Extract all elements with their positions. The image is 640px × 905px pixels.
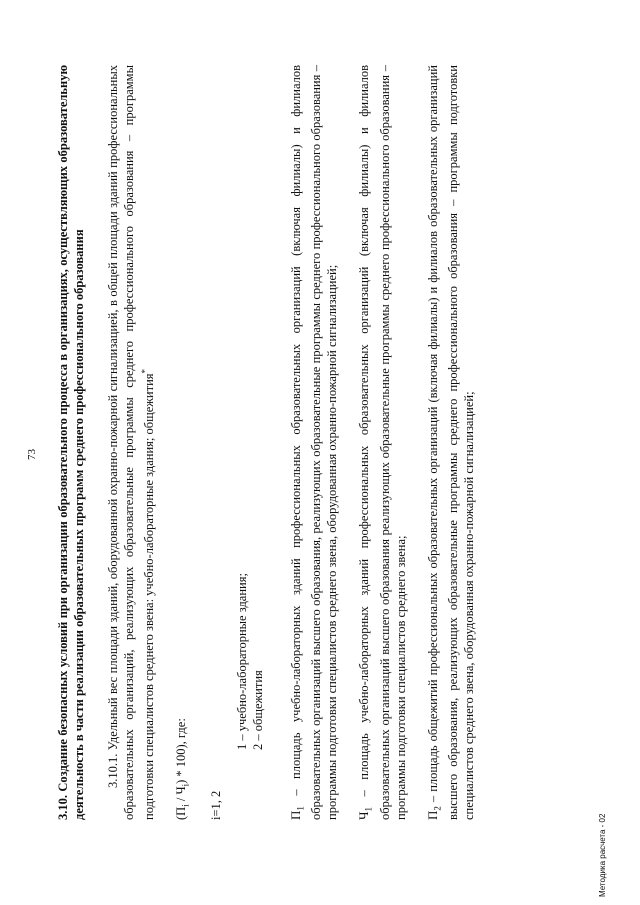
definition-text: – площадь учебно-лабораторных зданий профессиональных образовательных организаций (включая филиалы) и филиалов образовательных организаций высшего образования, реализующих образовательные программы среднего профессионального образования – программы подготовки специалистов среднего звена, оборудованная охранно-пожарной сигнализацией; <box>288 65 340 820</box>
paragraph-text: 3.10.1. Удельный вес площади зданий, оборудованной охранно-пожарной сигнализацией, в общей площади зданий профессиональных образовательных организаций, реализующих образовательные программы среднего профессионального образования – программы подготовки специалистов среднего звена: учебно-лабораторные здания; общежития <box>106 65 157 820</box>
definition-symbol: П <box>287 810 303 820</box>
paragraph-mark: * <box>140 368 150 374</box>
indicator-paragraph <box>105 65 157 820</box>
index-list <box>234 65 266 750</box>
formula-close: ) * 100), где: <box>174 718 189 784</box>
definition-sub: 2 <box>432 806 443 811</box>
page-content <box>55 65 493 820</box>
definition-text: – площадь учебно-лабораторных зданий профессиональных образовательных организаций (включая филиалы) и филиалов образовательных организаций высшего образования реализующих образовательные программы среднего профессионального образования – программы подготовки специалистов среднего звена; <box>357 65 408 820</box>
definition-symbol: Ч <box>356 811 372 820</box>
definition-p2 <box>425 65 478 820</box>
page-number: 73 <box>26 449 38 460</box>
formula-sub-1: i <box>180 804 191 807</box>
section-heading: 3.10. Создание безопасных условий при организации образовательного процесса в организациях, осуществляющих образовательную деятельность в части реализации образовательных программ среднего профессионального образования <box>56 65 86 820</box>
formula <box>173 65 194 820</box>
definition-sub: 1 <box>295 806 306 811</box>
list-item: 1 – учебно-лабораторные здания; <box>234 573 249 750</box>
index-line: i=1, 2 <box>208 790 223 820</box>
formula-open: (П <box>174 806 189 820</box>
list-item: 2 – общежития <box>250 670 265 750</box>
definition-p1 <box>288 65 341 820</box>
formula-sub-2: i <box>180 783 191 787</box>
footer-label: Методика расчета - 02 <box>598 813 607 897</box>
definition-ch1 <box>356 65 409 820</box>
definition-symbol: П <box>424 810 440 820</box>
definition-sub: 1 <box>363 807 374 812</box>
definition-text: – площадь общежитий профессиональных образовательных организаций (включая филиалы) и филиалов образовательных организаций высшего образования, реализующих образовательные программы среднего профессионального образования – программы подготовки специалистов среднего звена, оборудованная охранно-пожарной сигнализацией; <box>425 65 477 820</box>
formula-mid: / Ч <box>174 786 189 805</box>
